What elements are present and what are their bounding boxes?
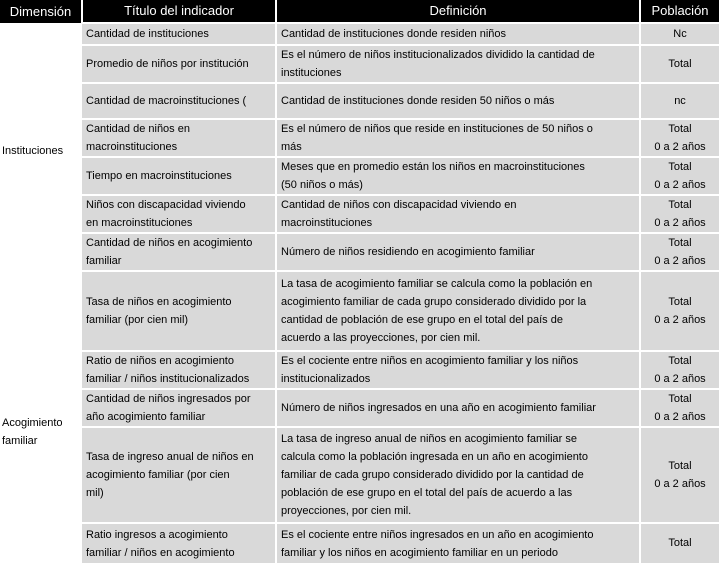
indicator-definition (276, 119, 640, 157)
header-population: Población (640, 0, 720, 23)
cell-line: 0 a 2 años (654, 478, 706, 490)
cell-line: Total (668, 237, 692, 249)
cell-line: familiar / niños en acogimiento (86, 547, 235, 559)
indicator-title (82, 523, 276, 563)
table-row (0, 389, 720, 427)
cell-line: La tasa de acogimiento familiar se calcula como la población en (281, 278, 593, 290)
cell-line: en macroinstituciones (86, 217, 193, 229)
header-definition: Definición (276, 0, 640, 23)
table-row (0, 119, 720, 157)
cell-line: La tasa de ingreso anual de niños en acogimiento familiar se (281, 433, 577, 445)
indicator-population (640, 23, 720, 45)
cell-line: Total (668, 460, 692, 472)
cell-line: Ratio de niños en acogimiento (86, 355, 234, 367)
indicator-title (82, 271, 276, 351)
indicator-definition (276, 523, 640, 563)
cell-line: Total (668, 123, 692, 135)
indicator-population (640, 271, 720, 351)
indicator-definition (276, 271, 640, 351)
cell-line: Nc (673, 28, 687, 40)
cell-line: proyecciones, por cien mil. (281, 505, 412, 517)
cell-line: acogimiento familiar de cada grupo considerado dividido por la (281, 296, 587, 308)
table-row (0, 45, 720, 83)
cell-line: familiar de cada grupo considerado dividido por la cantidad de (281, 469, 584, 481)
indicator-definition (276, 195, 640, 233)
indicator-title (82, 427, 276, 523)
indicator-title (82, 195, 276, 233)
cell-line: familiar y los niños en acogimiento familiar en un periodo (281, 547, 558, 559)
cell-line: (50 niños o más) (281, 179, 363, 191)
table-row (0, 233, 720, 271)
cell-line: calcula como la población ingresada en un año en acogimiento (281, 451, 588, 463)
indicator-definition (276, 427, 640, 523)
indicator-definition (276, 45, 640, 83)
indicator-population (640, 389, 720, 427)
indicator-population (640, 351, 720, 389)
indicator-definition (276, 23, 640, 45)
cell-line: Cantidad de instituciones donde residen niños (281, 28, 507, 40)
indicator-title (82, 23, 276, 45)
table-row (0, 195, 720, 233)
cell-line: Número de niños residiendo en acogimiento familiar (281, 246, 535, 258)
cell-line: Cantidad de niños en acogimiento (86, 237, 253, 249)
cell-line: nc (674, 95, 686, 107)
cell-line: Total (668, 161, 692, 173)
indicator-population (640, 119, 720, 157)
cell-line: Cantidad de instituciones (86, 28, 209, 40)
cell-line: mil) (86, 487, 104, 499)
indicator-definition (276, 157, 640, 195)
cell-line: instituciones (281, 67, 342, 79)
indicator-title (82, 233, 276, 271)
cell-line: Total (668, 355, 692, 367)
indicator-population (640, 45, 720, 83)
table-row (0, 271, 720, 351)
table-row (0, 83, 720, 119)
cell-line: Total (668, 58, 692, 70)
header-title: Título del indicador (82, 0, 276, 23)
cell-line: Total (668, 296, 692, 308)
cell-line: Es el cociente entre niños en acogimiento familiar y los niños (281, 355, 579, 367)
cell-line: 0 a 2 años (654, 179, 706, 191)
table-row (0, 427, 720, 523)
cell-line: 0 a 2 años (654, 373, 706, 385)
indicator-title (82, 389, 276, 427)
cell-line: Total (668, 393, 692, 405)
table-row (0, 157, 720, 195)
indicator-definition (276, 389, 640, 427)
cell-line: Tiempo en macroinstituciones (86, 170, 232, 182)
indicator-definition (276, 351, 640, 389)
indicator-title (82, 119, 276, 157)
cell-line: institucionalizados (281, 373, 371, 385)
cell-line: 0 a 2 años (654, 141, 706, 153)
cell-line: familiar (86, 255, 122, 267)
cell-line: Es el cociente entre niños ingresados en un año en acogimiento (281, 529, 594, 541)
cell-line: Es el número de niños que reside en instituciones de 50 niños o (281, 123, 593, 135)
indicator-definition (276, 233, 640, 271)
table-row (0, 351, 720, 389)
cell-line: cantidad de población de ese grupo en el total del país de (281, 314, 563, 326)
header-dimension: Dimensión (0, 0, 82, 23)
cell-line: Niños con discapacidad viviendo (86, 199, 246, 211)
cell-line: Cantidad de niños con discapacidad viviendo en (281, 199, 517, 211)
indicator-population (640, 157, 720, 195)
table-row (0, 23, 720, 45)
cell-line: Cantidad de niños ingresados por (86, 393, 251, 405)
dimension-acogimiento: Acogimiento familiar (0, 271, 82, 563)
cell-line: Es el número de niños institucionalizados dividido la cantidad de (281, 49, 595, 61)
cell-line: familiar / niños institucionalizados (86, 373, 250, 385)
indicator-population (640, 523, 720, 563)
indicator-population (640, 83, 720, 119)
indicator-population (640, 233, 720, 271)
cell-line: Promedio de niños por institución (86, 58, 249, 70)
cell-line: acogimiento familiar (por cien (86, 469, 230, 481)
indicator-title (82, 45, 276, 83)
cell-line: Número de niños ingresados en una año en acogimiento familiar (281, 402, 596, 414)
cell-line: Ratio ingresos a acogimiento (86, 529, 228, 541)
indicator-definition (276, 83, 640, 119)
indicator-population (640, 195, 720, 233)
cell-line: acuerdo a las proyecciones, por cien mil. (281, 332, 481, 344)
cell-line: más (281, 141, 302, 153)
cell-line: macroinstituciones (281, 217, 373, 229)
indicator-title (82, 351, 276, 389)
cell-line: Tasa de ingreso anual de niños en (86, 451, 254, 463)
cell-line: Tasa de niños en acogimiento (86, 296, 232, 308)
cell-line: 0 a 2 años (654, 255, 706, 267)
cell-line: Cantidad de macroinstituciones ( (86, 95, 247, 107)
cell-line: Cantidad de instituciones donde residen 50 niños o más (281, 95, 555, 107)
indicator-population (640, 427, 720, 523)
cell-line: 0 a 2 años (654, 314, 706, 326)
cell-line: familiar (por cien mil) (86, 314, 189, 326)
cell-line: Total (668, 537, 692, 549)
cell-line: Total (668, 199, 692, 211)
table-row (0, 523, 720, 563)
cell-line: Cantidad de niños en (86, 123, 190, 135)
indicator-title (82, 83, 276, 119)
cell-line: población de ese grupo en el total del país de acuerdo a las (281, 487, 573, 499)
cell-line: macroinstituciones (86, 141, 178, 153)
indicator-title (82, 157, 276, 195)
cell-line: año acogimiento familiar (86, 411, 206, 423)
cell-line: 0 a 2 años (654, 217, 706, 229)
dimension-instituciones: Instituciones (0, 23, 82, 271)
cell-line: 0 a 2 años (654, 411, 706, 423)
header-row (0, 0, 720, 23)
cell-line: Meses que en promedio están los niños en macroinstituciones (281, 161, 585, 173)
